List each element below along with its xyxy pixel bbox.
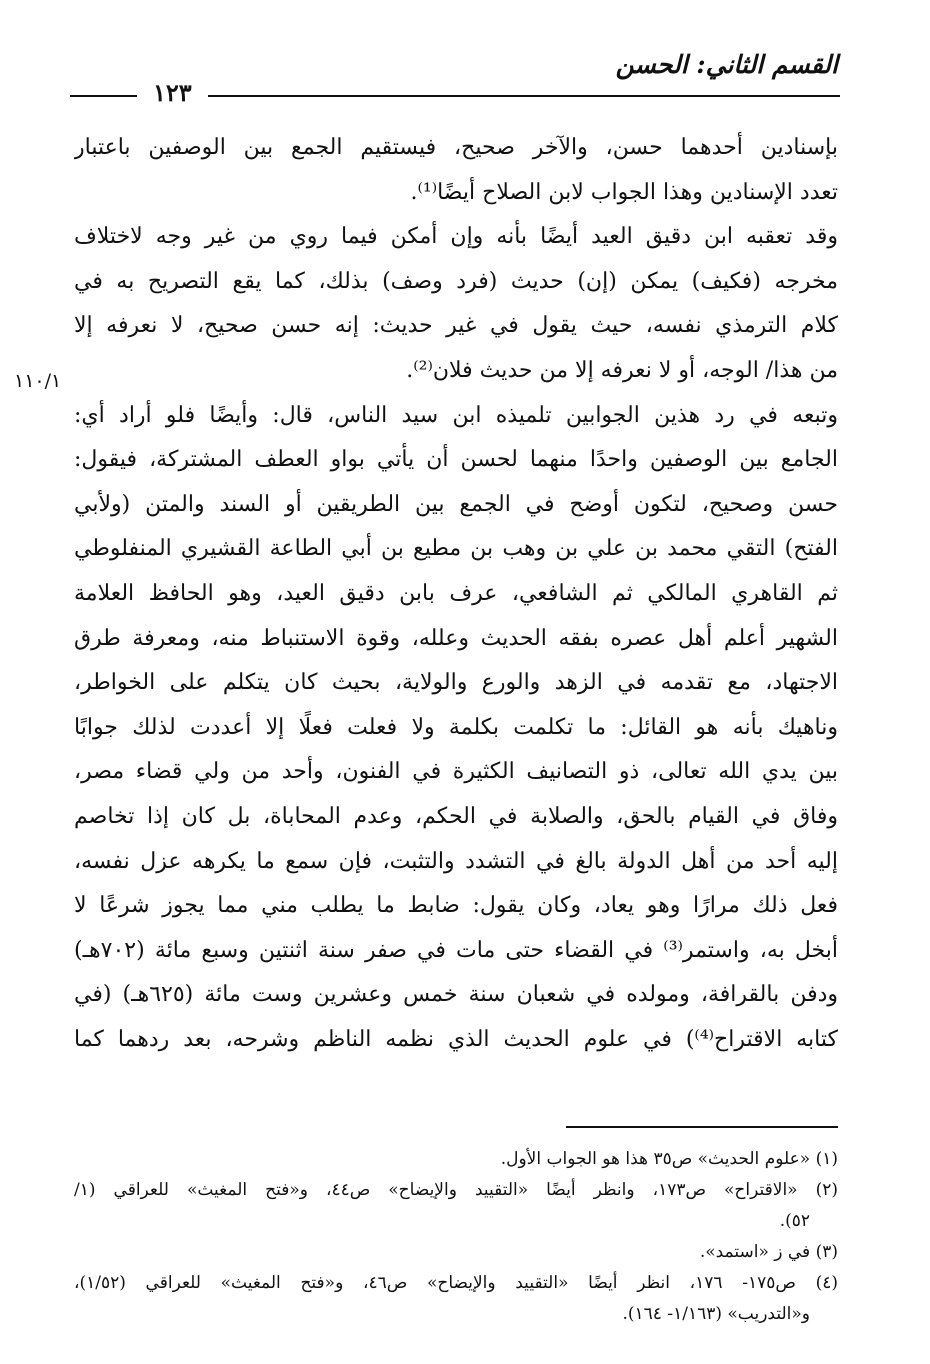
running-head: القسم الثاني: الحسن — [615, 50, 838, 79]
text-line: الجامع بين الوصفين واحدًا منهما لحسن أن يأتي بواو العطف المشتركة، فيقول: — [74, 447, 838, 473]
text-line: مخرجه (فكيف) يمكن (إن) حديث (فرد وصف) بذلك، كما يقع التصريح به في — [74, 268, 838, 294]
text-line: الاجتهاد، مع تقدمه في الزهد والورع والولاية، بحيث كان يتكلم على الخواطر، — [74, 670, 838, 696]
text-line: فعل ذلك مرارًا وهو يعاد، وكان يقول: ضابط ما يطلب مني مما يجوز شرعًا لا — [74, 893, 838, 919]
text-line: تعدد الإسنادين وهذا الجواب لابن الصلاح أيضًا⁽¹⁾. — [410, 179, 838, 205]
text-line: ثم القاهري المالكي ثم الشافعي، عرف بابن دقيق العيد، وهو الحافظ العلامة — [74, 580, 838, 606]
text-line: الفتح) التقي محمد بن علي بن وهب بن مطيع بن أبي الطاعة القشيري المنفلوطي — [74, 536, 838, 562]
footnote-line: ٥٢). — [779, 1211, 810, 1231]
text-line: من هذا/ الوجه، أو لا نعرفه إلا من حديث فلان⁽²⁾. — [406, 357, 838, 383]
body-text — [74, 126, 838, 1062]
footnotes — [74, 1144, 838, 1330]
text-line: ودفن بالقرافة، ومولده في شعبان سنة خمس وعشرين وست مائة (٦٢٥هـ) (في — [74, 982, 838, 1008]
text-line: إليه أحد من أهل الدولة بالغ في التشدد والتثبت، فإن سمع ما يكرهه عزل نفسه، — [74, 848, 838, 874]
footnote-line: و«التدريب» (١/١٦٣- ١٦٤). — [622, 1304, 810, 1324]
text-line: وقد تعقبه ابن دقيق العيد أيضًا بأنه وإن أمكن فيما روي من غير وجه لاختلاف — [74, 224, 838, 250]
footnote-line: (٤) ص١٧٥- ١٧٦، انظر أيضًا «التقييد والإيضاح» ص٤٦، و«فتح المغيث» للعراقي (١/٥٢)، — [74, 1273, 838, 1293]
text-line: وفاق في القيام بالحق، والصلابة في الحكم، وعدم المحاباة، بل كان إذا تخاصم — [74, 803, 838, 829]
text-line: وتبعه في رد هذين الجوابين تلميذه ابن سيد الناس، قال: وأيضًا فلو أراد أي: — [74, 402, 838, 428]
footnote-separator — [566, 1126, 838, 1128]
text-line: الشهير أعلم أهل عصره بفقه الحديث وعلله، وقوة الاستنباط منه، ومعرفة طرق — [74, 625, 838, 651]
text-line: أبخل به، واستمر⁽³⁾ في القضاء حتى مات في صفر سنة اثنتين وسبع مائة (٧٠٢هـ) — [74, 937, 838, 963]
footnote-line: (٢) «الاقتراح» ص١٧٣، وانظر أيضًا «التقييد والإيضاح» ص٤٤، و«فتح المغيث» للعراقي (١/ — [74, 1180, 838, 1200]
text-line: بإسنادين أحدهما حسن، والآخر صحيح، فيستقيم الجمع بين الوصفين باعتبار — [74, 135, 838, 160]
text-line: بين يدي الله تعالى، ذو التصانيف الكثيرة في الفنون، وأحد من ولي قضاء مصر، — [74, 759, 838, 785]
text-line: كلام الترمذي نفسه، حيث يقول في غير حديث: إنه حسن صحيح، لا نعرفه إلا — [74, 313, 838, 339]
footnote-line: (١) «علوم الحديث» ص٣٥ هذا هو الجواب الأول. — [500, 1149, 838, 1169]
text-line: كتابه الاقتراح⁽⁴⁾) في علوم الحديث الذي نظمه الناظم وشرحه، بعد ردهما كما — [74, 1026, 838, 1052]
text-line: وناهيك بأنه هو القائل: ما تكلمت بكلمة ولا فعلت فعلًا إلا أعددت لذلك جوابًا — [74, 714, 838, 740]
page-number: ١٢٣ — [137, 76, 208, 110]
text-line: حسن وصحيح، لتكون أوضح في الجمع بين الطريقين أو السند والمتن (ولأبي — [74, 491, 838, 517]
margin-reference: ١١٠/١ — [14, 370, 62, 392]
footnote-line: (٣) في ز «استمد». — [699, 1242, 838, 1262]
